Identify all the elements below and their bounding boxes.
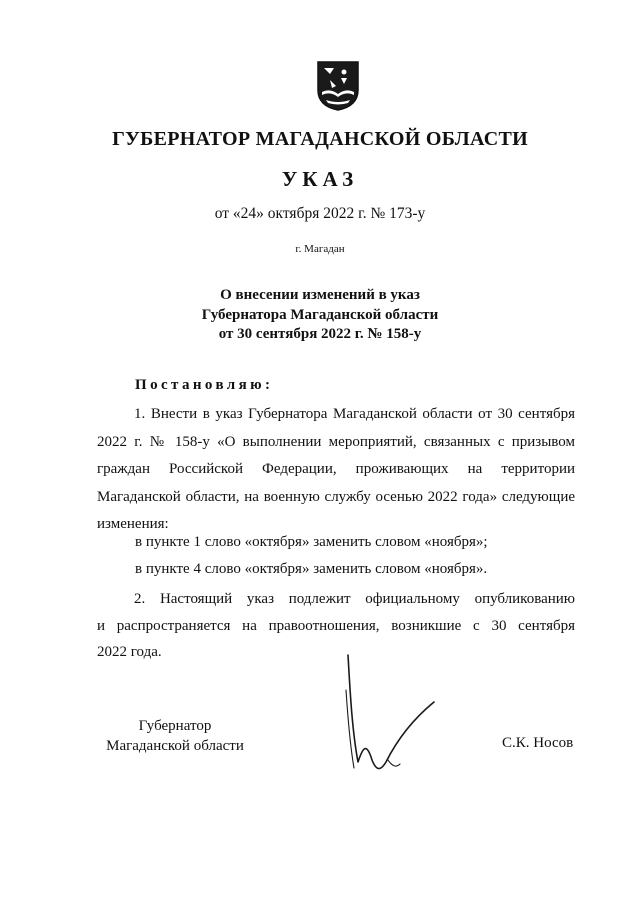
signer-name: С.К. Носов: [502, 735, 574, 751]
document-subject: [0, 286, 640, 345]
handwritten-signature-icon: [330, 650, 450, 780]
document-place: г. Магадан: [295, 243, 345, 255]
magadan-coat-of-arms-icon: [316, 60, 360, 112]
signer-position-line: Губернатор: [138, 718, 212, 734]
amendment-item-1: в пункте 1 слово «октября» заменить словом «ноября»;: [135, 534, 488, 550]
paragraph-line: и распространяется на правоотношения, возникшие с 30 сентября: [97, 617, 575, 634]
subject-line: от 30 сентября 2022 г. № 158-у: [218, 326, 422, 342]
paragraph-line: 2. Настоящий указ подлежит официальному опубликованию: [134, 591, 575, 607]
decree-word: Постановляю:: [135, 377, 274, 393]
paragraph-line: Магаданской области, на военную службу осенью 2022 года» следующие: [97, 488, 575, 505]
signer-position: [100, 717, 250, 756]
subject-line: Губернатора Магаданской области: [201, 306, 439, 323]
paragraph-line: 2022 г. № 158-у «О выполнении мероприятий, связанных с призывом: [97, 433, 575, 450]
paragraph-line: граждан Российской Федерации, проживающих на территории: [97, 461, 575, 478]
paragraph-line: 2022 года.: [97, 644, 162, 660]
document-type: УКАЗ: [281, 167, 359, 191]
paragraph-line: изменения:: [97, 516, 169, 533]
organization-title: ГУБЕРНАТОР МАГАДАНСКОЙ ОБЛАСТИ: [112, 128, 528, 150]
paragraph-line: 1. Внести в указ Губернатора Магаданской области от 30 сентября: [134, 406, 575, 422]
subject-line: О внесении изменений в указ: [220, 287, 420, 303]
signer-position-line: Магаданской области: [106, 737, 244, 754]
amendment-item-2: в пункте 4 слово «октября» заменить словом «ноября».: [135, 561, 488, 577]
paragraph-1: [97, 401, 575, 539]
document-date-number: от «24» октября 2022 г. № 173-у: [214, 205, 426, 222]
